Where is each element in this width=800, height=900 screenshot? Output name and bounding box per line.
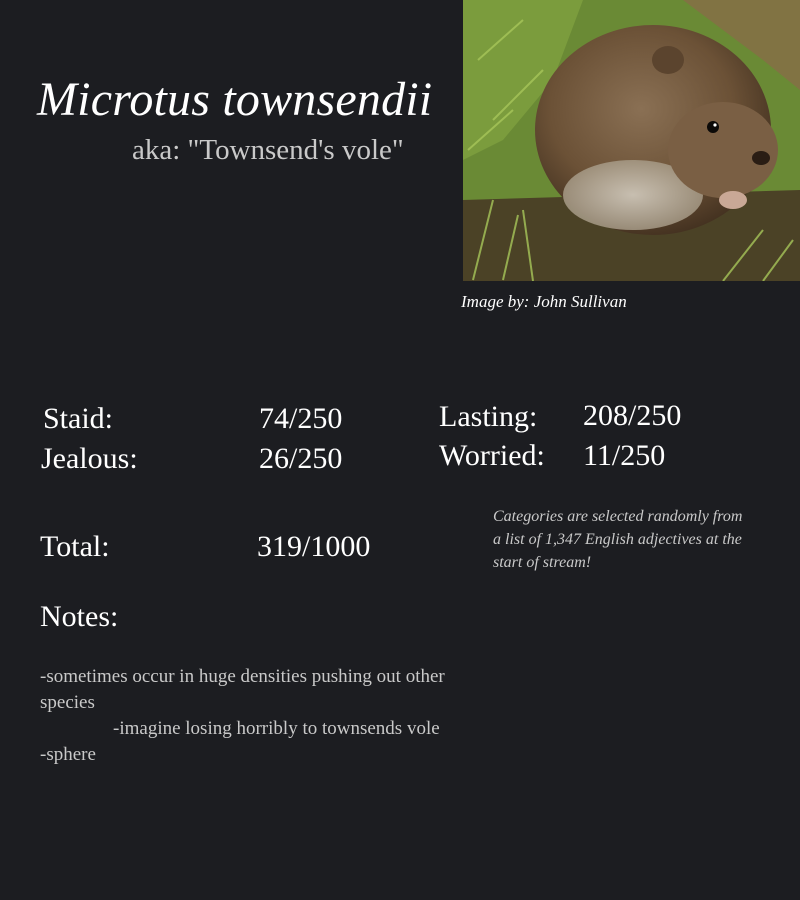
notes-line: -sometimes occur in huge densities pushing out other	[40, 666, 445, 687]
stat-label-staid: Staid:	[43, 402, 114, 435]
notes-line: species	[40, 692, 95, 713]
notes-list	[40, 664, 510, 768]
stat-value-lasting: 208/250	[583, 399, 682, 432]
stat-label-jealous: Jealous:	[41, 442, 138, 475]
stat-value-worried: 11/250	[583, 439, 666, 472]
vole-photo	[463, 0, 800, 281]
total-label: Total:	[40, 530, 110, 563]
stat-value-jealous: 26/250	[259, 442, 343, 475]
image-credit: Image by: John Sullivan	[461, 292, 627, 311]
stat-value-staid: 74/250	[259, 402, 343, 435]
species-common-name: aka: "Townsend's vole"	[132, 134, 404, 166]
stat-label-lasting: Lasting:	[439, 400, 538, 433]
species-scientific-name: Microtus townsendii	[37, 73, 433, 126]
total-value: 319/1000	[257, 530, 371, 563]
categories-caption: Categories are selected randomly from a list of 1,347 English adjectives at the start of stream!	[493, 508, 743, 571]
notes-heading: Notes:	[40, 600, 119, 633]
stat-label-worried: Worried:	[439, 439, 545, 472]
notes-line: -imagine losing horribly to townsends vole	[113, 718, 440, 739]
notes-line: -sphere	[40, 744, 96, 765]
vole-photo-illustration	[463, 0, 800, 281]
